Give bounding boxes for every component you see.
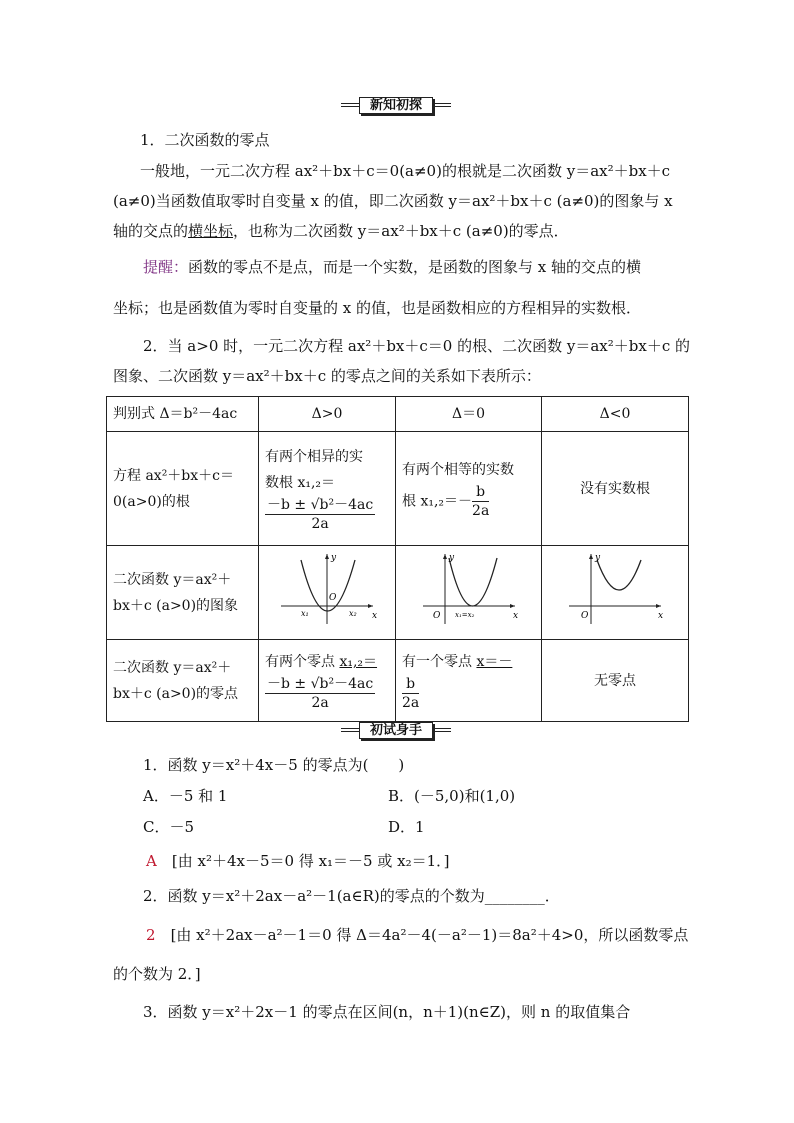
paragraph-line: 2．当 a>0 时，一元二次方程 ax²＋bx＋c＝0 的根、二次函数 y＝ax²＋bx＋c 的 [143,337,690,355]
question-3: 3．函数 y＝x²＋2x－1 的零点在区间(n，n＋1)(n∈Z)，则 n 的取值集合 [143,1003,631,1021]
paragraph-line: (a≠0)当函数值取零时自变量 x 的值，即二次函数 y＝ax²＋bx＋c (a≠0)的图象与 x [113,192,673,210]
fraction: $\frac{b}{2a}$ [402,676,420,711]
x-axis-label: x [658,611,664,621]
answer-1: A [由 x²＋4x－5＝0 得 x₁＝－5 或 x₂＝1．] [146,852,450,870]
section-1-title: 1．二次函数的零点 [140,131,270,149]
tip-line: 提醒：函数的零点不是点，而是一个实数，是函数的图象与 x 轴的交点的横 [143,258,642,276]
banner-label: 新知初探 [359,97,433,114]
root-label: x₁=x₂ [454,611,474,619]
paragraph-line: 轴的交点的横坐标，也称为二次函数 y＝ax²＋bx＋c (a≠0)的零点． [113,222,569,240]
table-row [107,546,689,640]
table-row [107,640,689,722]
table-cell: 判别式 Δ＝b²－4ac [107,397,259,432]
underlined-term: 横坐标 [188,222,234,240]
x-axis-label: x [372,611,377,621]
fraction: $\frac{\text{－b ± √b²－4ac}}{2a}$ [267,676,374,711]
parabola-no-root-graph [565,550,665,626]
origin-label: O [329,593,337,603]
table-cell: 二次函数 y＝ax²＋ bx＋c (a>0)的图象 [107,546,259,640]
section-banner-new-knowledge [341,96,451,114]
relation-table [106,396,689,722]
y-axis-label: y [331,553,337,563]
paragraph-line: 图象、二次函数 y＝ax²＋bx＋c 的零点之间的关系如下表所示： [113,367,541,385]
table-cell: 有两个零点 x₁,₂＝ $\frac{\text{－b ± √b²－4ac}}{2a}$ [259,640,396,722]
tip-line: 坐标；也是函数值为零时自变量的 x 的值，也是函数相应的方程相异的实数根． [113,299,641,317]
fraction: $\frac{b}{2a}$ [472,484,490,519]
table-header-row [107,397,689,432]
table-cell: 有两个相异的实 数根 x₁,₂＝ $\frac{\text{－b ± √b²－4ac}}{2a}$ [259,432,396,546]
table-cell [396,546,542,640]
question-1: 1．函数 y＝x²＋4x－5 的零点为( ) [143,756,405,774]
paragraph-line: 一般地，一元二次方程 ax²＋bx＋c＝0(a≠0)的根就是二次函数 y＝ax²＋bx＋c [140,162,671,180]
option-b: B．(－5,0)和(1,0) [388,787,516,805]
parabola-two-roots-graph [277,550,377,626]
answer-letter: A [146,852,157,870]
option-d: D．1 [388,818,425,836]
section-banner-try [341,721,451,739]
table-cell: 二次函数 y＝ax²＋ bx＋c (a>0)的零点 [107,640,259,722]
answer-number: 2 [146,926,156,944]
table-cell: 有一个零点 x＝－ $\frac{b}{2a}$ [396,640,542,722]
question-2: 2．函数 y＝x²＋2ax－a²－1(a∈R)的零点的个数为________． [143,887,560,905]
tip-label: 提醒： [143,258,189,276]
y-axis-label: y [448,553,454,563]
origin-label: O [432,611,440,621]
banner-label: 初试身手 [359,722,433,739]
table-cell: 方程 ax²＋bx＋c＝ 0(a>0)的根 [107,432,259,546]
y-axis-label: y [595,553,601,563]
table-cell [259,546,396,640]
x-axis-label: x [512,611,518,621]
answer-2: 2 [由 x²＋2ax－a²－1＝0 得 Δ＝4a²－4(－a²－1)＝8a²＋4>0，所以函数零点 [146,926,689,944]
table-row [107,432,689,546]
table-cell: 有两个相等的实数 根 x₁,₂＝－ $\frac{b}{2a}$ [396,432,542,546]
table-cell: Δ＝0 [396,397,542,432]
table-cell: Δ>0 [259,397,396,432]
table-cell: Δ<0 [542,397,689,432]
origin-label: O [581,611,589,621]
root-label: x₁ [301,609,309,618]
root-label: x₂ [349,609,357,618]
table-cell [542,546,689,640]
fraction: $\frac{\text{－b ± √b²－4ac}}{2a}$ [267,497,374,532]
option-c: C．－5 [143,818,195,836]
table-cell: 没有实数根 [542,432,689,546]
option-a: A．－5 和 1 [143,787,228,805]
table-cell: 无零点 [542,640,689,722]
parabola-one-root-graph [419,550,519,626]
answer-2-cont: 的个数为 2．] [113,965,201,983]
